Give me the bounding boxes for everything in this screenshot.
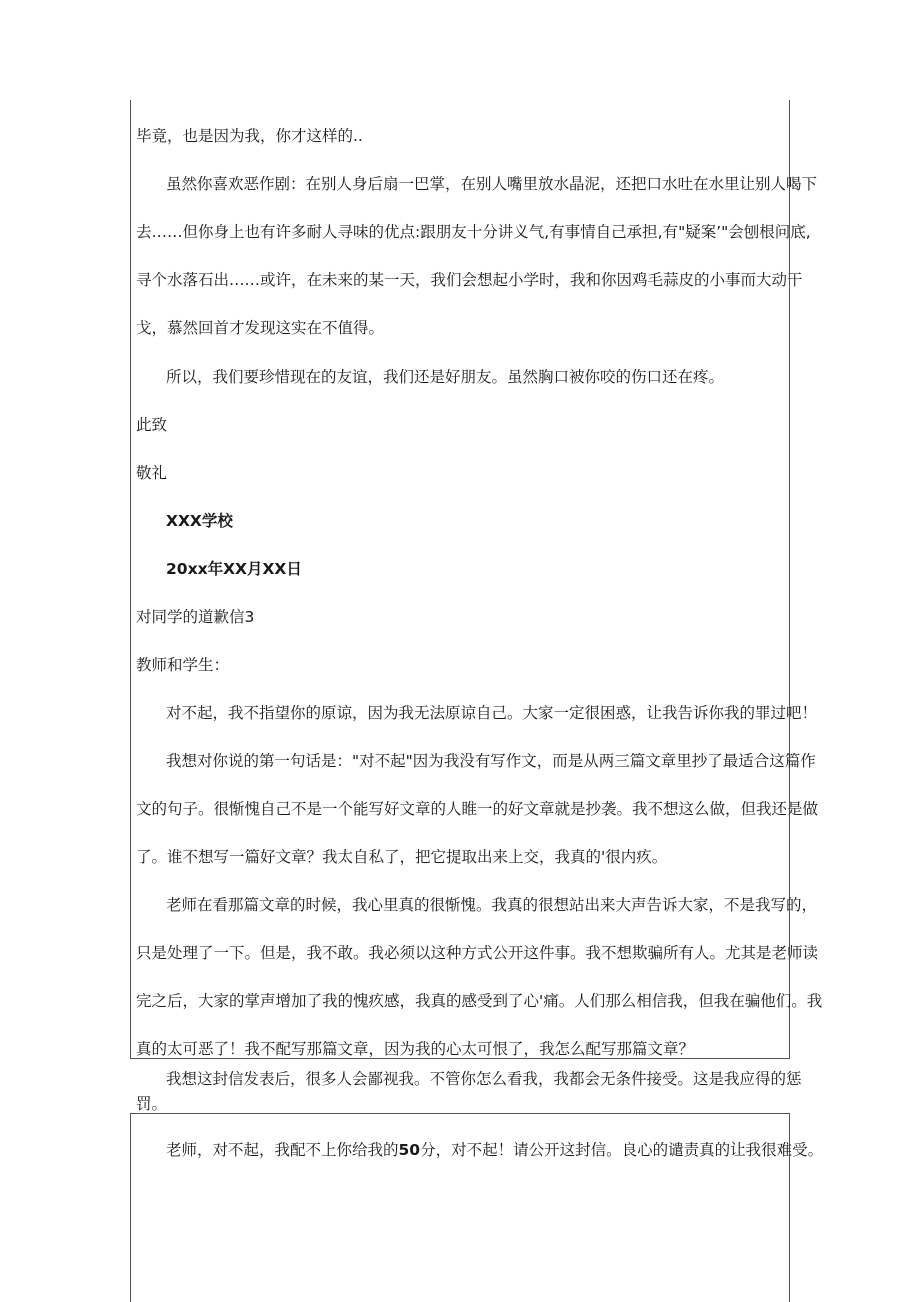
text-line: 我想这封信发表后，很多人会鄙视我。不管你怎么看我，我都会无条件接受。这是我应得的惩 — [166, 1070, 802, 1088]
text-line: 戈，慕然回首才发现这实在不值得。 — [136, 319, 385, 337]
text-line: 所以，我们要珍惜现在的友谊，我们还是好朋友。虽然胸口被你咬的伤口还在疼。 — [166, 368, 725, 386]
text-line: 老师，对不起，我配不上你给我的50分，对不起！请公开这封信。良心的谴责真的让我很难受。 — [166, 1141, 824, 1159]
text-line: 只是处理了一下。但是，我不敢。我必须以这种方式公开这件事。我不想欺骗所有人。尤其是老师读 — [136, 944, 819, 962]
salutation: 教师和学生： — [136, 656, 230, 674]
text-line: 了。谁不想写一篇好文章？我太自私了，把它提取出来上交，我真的'很内疚。 — [136, 848, 668, 866]
page-frame-top — [130, 100, 823, 1059]
closing-line: 敬礼 — [136, 464, 168, 482]
text-line: 去……但你身上也有许多耐人寻味的优点:跟朋友十分讲义气,有事情自己承担,有"疑案’"会刨根问底, — [136, 223, 811, 241]
text-line: 完之后，大家的掌声增加了我的愧疚感，我真的感受到了心'痛。人们那么相信我，但我在骗他们。我 — [136, 992, 823, 1010]
section-title: 对同学的道歉信3 — [136, 608, 255, 626]
closing-line: 此致 — [136, 416, 168, 434]
text-line: 虽然你喜欢恶作剧：在别人身后扇一巴掌，在别人嘴里放水晶泥，还把口水吐在水里让别人喝下 — [166, 175, 818, 193]
text-line: 寻个水落石出……或许，在未来的某一天，我们会想起小学时，我和你因鸡毛蒜皮的小事而大动干 — [136, 271, 803, 289]
text-line: 对不起，我不指望你的原谅，因为我无法原谅自己。大家一定很困惑，让我告诉你我的罪过吧！ — [166, 704, 818, 722]
signature-date: 20xx年XX月XX日 — [166, 560, 302, 578]
signature-school: XXX学校 — [166, 512, 233, 530]
text-line: 我想对你说的第一句话是："对不起"因为我没有写作文，而是从两三篇文章里抄了最适合这篇作 — [166, 752, 816, 770]
text-line: 文的句子。很惭愧自己不是一个能写好文章的人睢一的好文章就是抄袭。我不想这么做，但我还是做 — [136, 800, 819, 818]
text-line: 老师在看那篇文章的时候，我心里真的很惭愧。我真的很想站出来大声告诉大家，不是我写的， — [166, 896, 818, 914]
text-line: 毕竟，也是因为我，你才这样的.. — [136, 127, 363, 145]
text-line: 罚。 — [136, 1095, 168, 1113]
text-line: 真的太可恶了！我不配写那篇文章，因为我的心太可恨了，我怎么配写那篇文章？ — [136, 1040, 695, 1058]
